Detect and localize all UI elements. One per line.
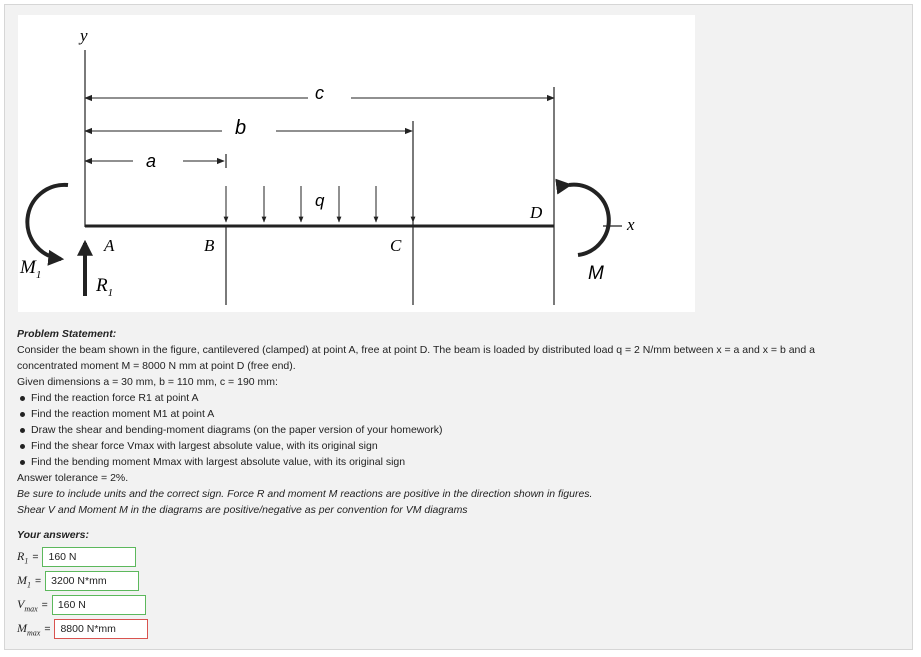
point-a-label: A — [104, 236, 115, 255]
answer-input-m1[interactable]: 3200 N*mm — [45, 571, 139, 591]
answer-label-m1: $M_1$ = — [17, 572, 42, 590]
moment-m1-arrow — [27, 185, 68, 259]
problem-line: concentrated moment M = 8000 N mm at point D (free end). — [17, 360, 296, 372]
answer-label-r1: $R_1$ = — [17, 548, 39, 566]
moment-m1-label: $M_1$ — [20, 257, 42, 281]
problem-line: Consider the beam shown in the figure, cantilevered (clamped) at point A, free at point D. The beam is loaded by distributed load q = 2 N/mm between x = a and x = b and a — [17, 344, 815, 356]
beam-diagram — [18, 15, 695, 312]
question-panel — [4, 4, 913, 650]
convention-note: Shear V and Moment M in the diagrams are positive/negative as per convention for VM diagrams — [17, 504, 468, 516]
moment-m-label: M — [588, 263, 604, 284]
y-axis-label: y — [80, 26, 88, 45]
load-label: q — [315, 191, 325, 210]
sign-note: Be sure to include units and the correct sign. Force R and moment M reactions are positive in the direction shown in figures. — [17, 488, 593, 500]
dim-a-label: a — [146, 151, 157, 171]
point-c-label: C — [390, 236, 402, 255]
answer-row-m1 — [17, 569, 148, 593]
answer-label-mmax: $M_{max}$ = — [17, 620, 51, 638]
task-item: Find the reaction force R1 at point A — [31, 390, 907, 406]
x-axis-label: x — [627, 215, 635, 234]
answer-input-vmax[interactable]: 160 N — [52, 595, 146, 615]
moment-m-arrow — [569, 185, 609, 255]
problem-heading: Problem Statement: — [17, 328, 117, 340]
answer-input-r1[interactable]: 160 N — [42, 547, 136, 567]
answer-label-vmax: $V_{max}$ = — [17, 596, 48, 614]
answer-row-mmax — [17, 617, 148, 641]
task-item: Find the bending moment Mmax with largest absolute value, with its original sign — [31, 454, 907, 470]
dim-b-label: b — [235, 117, 247, 139]
problem-line: Given dimensions a = 30 mm, b = 110 mm, c = 190 mm: — [17, 376, 278, 388]
answer-input-mmax[interactable]: 8800 N*mm — [54, 619, 148, 639]
answer-row-vmax — [17, 593, 148, 617]
task-item: Find the shear force Vmax with largest absolute value, with its original sign — [31, 438, 907, 454]
task-list — [17, 390, 907, 470]
problem-statement — [17, 326, 907, 518]
beam-figure — [18, 15, 695, 312]
point-d-label: D — [530, 203, 543, 222]
dim-c-label: c — [315, 83, 324, 103]
point-b-label: B — [204, 236, 215, 255]
tolerance-text: Answer tolerance = 2%. — [17, 472, 129, 484]
answers-section — [17, 529, 148, 641]
reaction-r1-label: $R_1$ — [96, 275, 114, 299]
task-item: Draw the shear and bending-moment diagrams (on the paper version of your homework) — [31, 422, 907, 438]
answers-heading: Your answers: — [17, 529, 89, 541]
task-item: Find the reaction moment M1 at point A — [31, 406, 907, 422]
answer-row-r1 — [17, 545, 148, 569]
